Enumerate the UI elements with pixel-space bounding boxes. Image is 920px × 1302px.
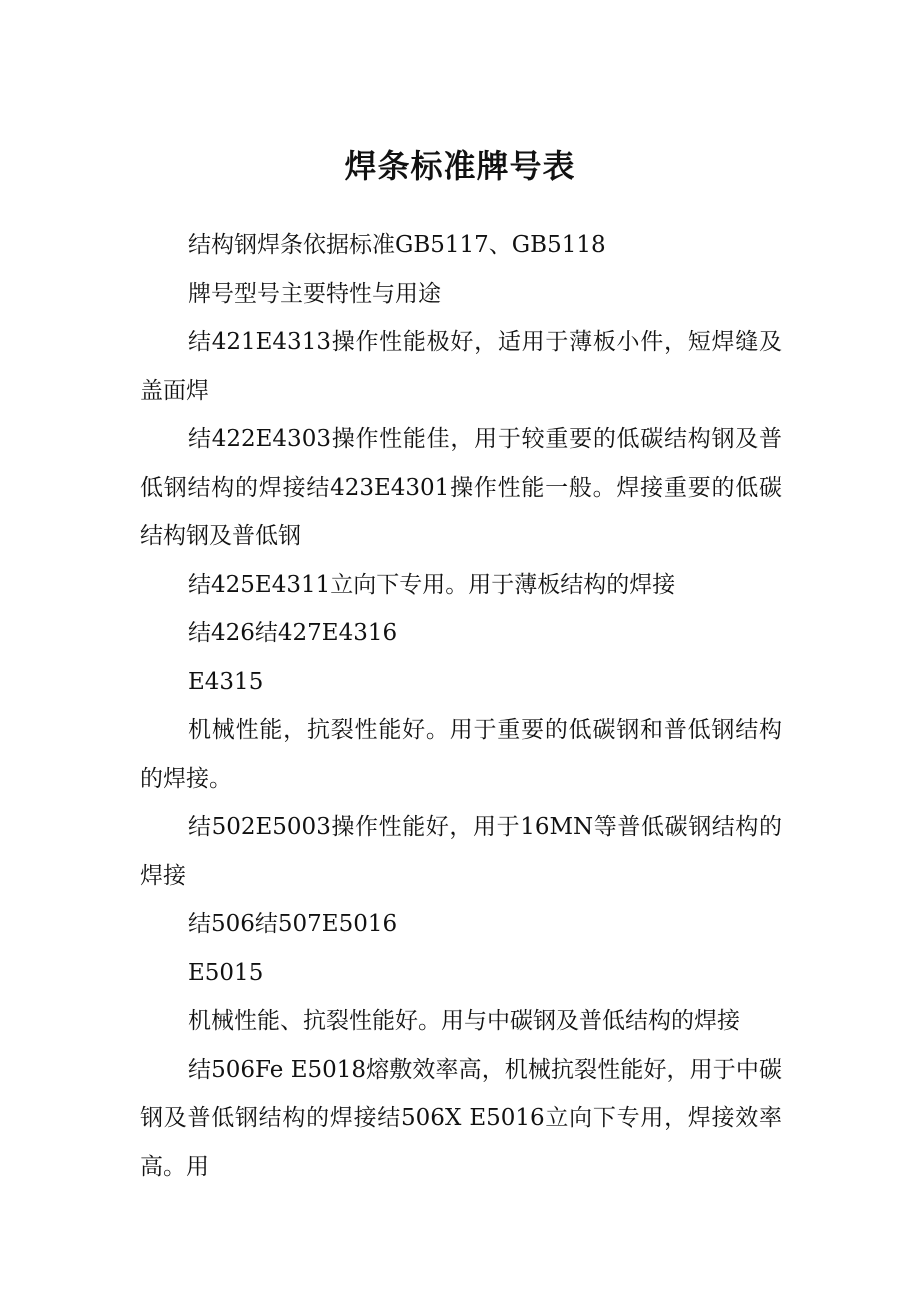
- paragraph-j426-properties: 机械性能，抗裂性能好。用于重要的低碳钢和普低钢结构的焊接。: [140, 717, 782, 792]
- paragraph-j421: 结421E4313操作性能极好，适用于薄板小件，短焊缝及盖面焊: [140, 329, 782, 404]
- paragraph-j506-properties: 机械性能、抗裂性能好。用与中碳钢及普低结构的焊接: [188, 1008, 740, 1034]
- paragraph-j506fe-j506x: 结506Fe E5018熔敷效率高，机械抗裂性能好，用于中碳钢及普低钢结构的焊接结506X E5016立向下专用，焊接效率高。用: [140, 1056, 782, 1180]
- document-body: [140, 221, 782, 1191]
- paragraph-j425: 结425E4311立向下专用。用于薄板结构的焊接: [188, 571, 676, 598]
- paragraph-j422-j423: 结422E4303操作性能佳，用于较重要的低碳结构钢及普低钢结构的焊接结423E4301操作性能一般。焊接重要的低碳结构钢及普低钢: [140, 426, 782, 549]
- paragraph-standard-basis: 结构钢焊条依据标准GB5117、GB5118: [188, 232, 606, 258]
- paragraph-j426-j427: 结426结427E4316: [188, 620, 398, 646]
- document-title: 焊条标准牌号表: [344, 147, 576, 185]
- paragraph-column-headers: 牌号型号主要特性与用途: [188, 280, 441, 307]
- paragraph-e5015: E5015: [188, 959, 264, 986]
- paragraph-j502: 结502E5003操作性能好，用于16MN等普低碳钢结构的焊接: [140, 814, 782, 889]
- paragraph-j506-j507: 结506结507E5016: [188, 911, 398, 937]
- paragraph-e4315: E4315: [188, 668, 264, 695]
